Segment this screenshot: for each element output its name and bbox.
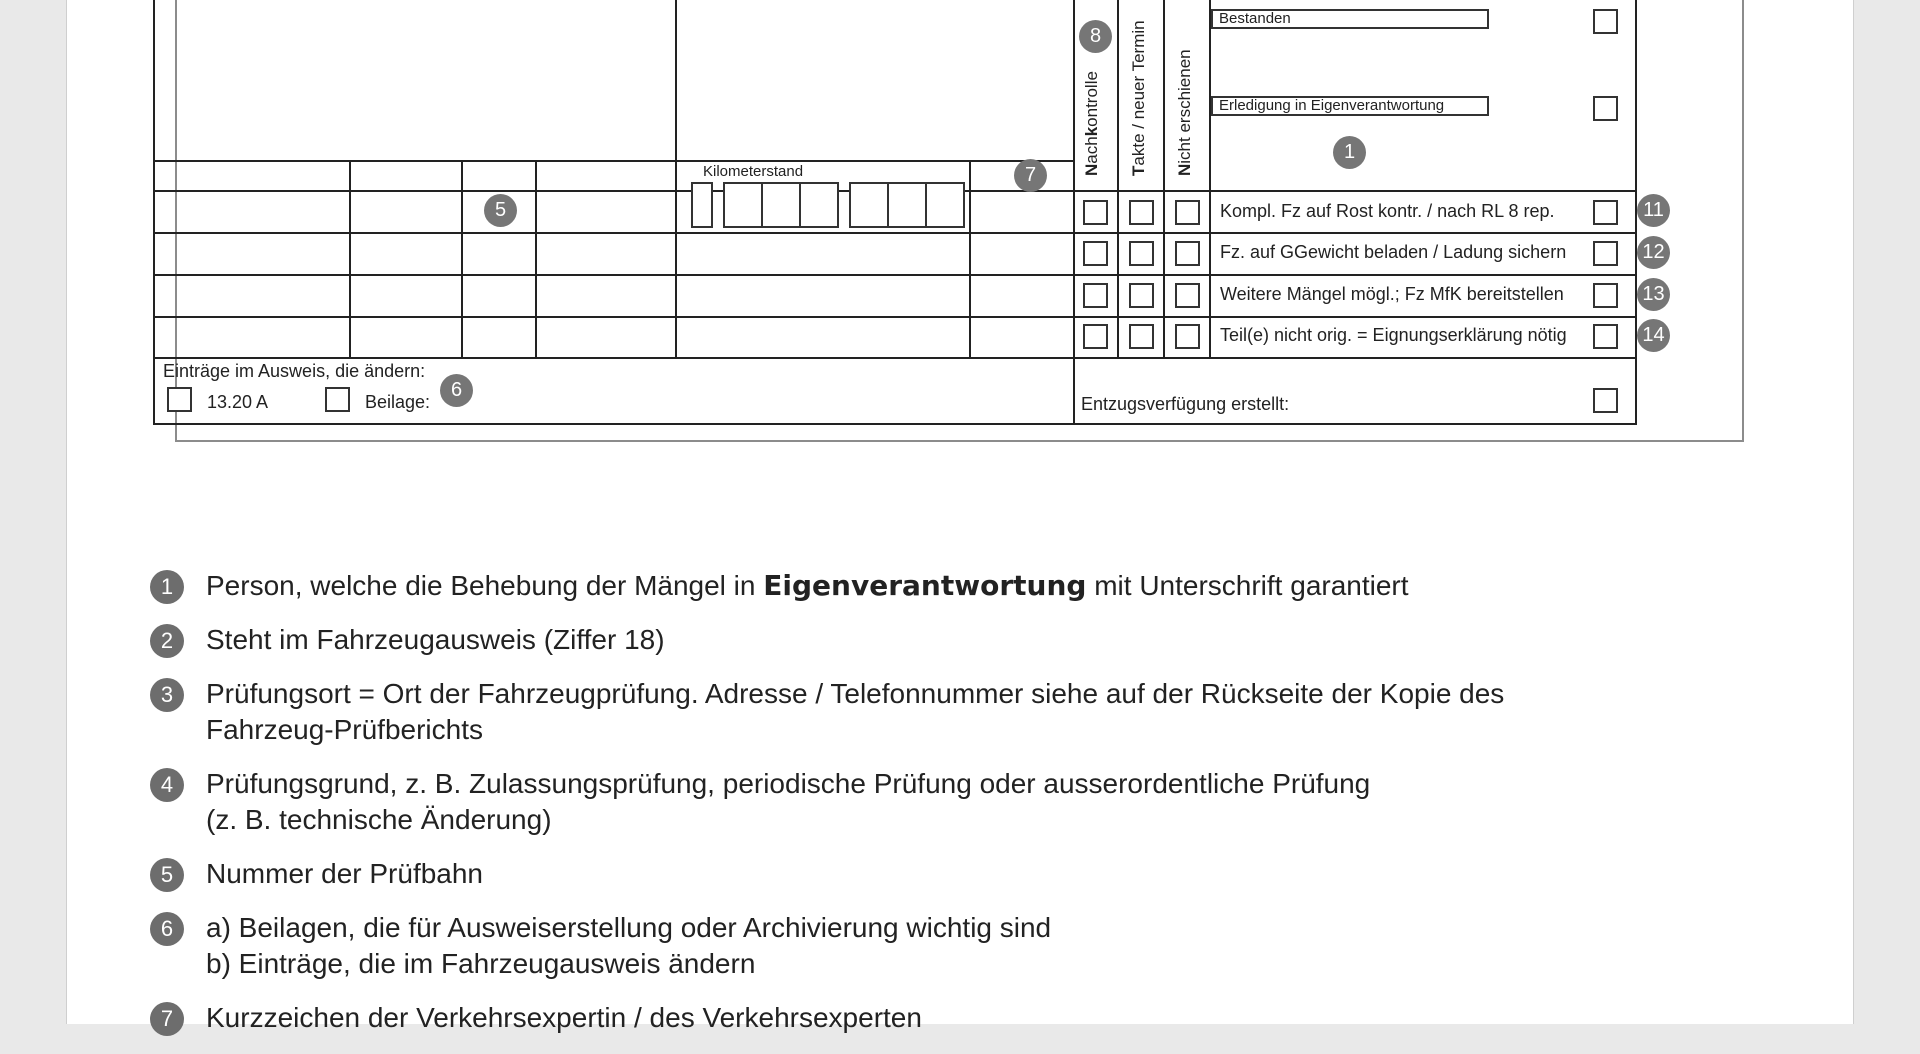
header-takte-neuer-termin: Takte / neuer Termin [1129,20,1148,176]
legend-text: Prüfungsgrund, z. B. Zulassungsprüfung, periodische Prüfung oder ausserordentliche Prüfung [206,768,1371,799]
grid-line [153,316,1637,318]
legend-number: 2 [150,624,184,658]
legend-item [150,910,1650,982]
beilage-checkbox[interactable] [325,387,350,412]
takte-checkbox[interactable] [1129,241,1154,266]
grid-line [153,0,155,425]
entzug-label: Entzugsverfügung erstellt: [1081,394,1290,414]
legend-text: b) Einträge, die im Fahrzeugausweis ändern [206,948,756,979]
grid-line [535,160,537,357]
grid-line [1117,0,1119,357]
label-bestanden: Bestanden [1211,9,1489,29]
legend-number: 1 [150,570,184,604]
grid-line [349,160,351,357]
legend-text: Fahrzeug-Prüfberichts [206,714,484,745]
legend-list [150,568,1650,1054]
km-digit-box[interactable] [723,182,763,228]
marker-12: 12 [1637,236,1670,269]
row-label: Teil(e) nicht orig. = Eignungserklärung nötig [1220,325,1567,345]
row-checkbox[interactable] [1593,241,1618,266]
marker-6: 6 [440,374,473,407]
legend-text: (z. B. technische Änderung) [206,804,552,835]
km-digit-box[interactable] [887,182,927,228]
option-13-20-a-checkbox[interactable] [167,387,192,412]
grid-line [969,160,971,357]
km-digit-box[interactable] [761,182,801,228]
nachkontrolle-checkbox[interactable] [1083,241,1108,266]
nicht-erschienen-checkbox[interactable] [1175,283,1200,308]
legend-item [150,1000,1650,1036]
km-digit-box[interactable] [925,182,965,228]
marker-5: 5 [484,194,517,227]
legend-number: 3 [150,678,184,712]
legend-item [150,568,1650,604]
ausweis-title: Einträge im Ausweis, die ändern: [163,361,426,381]
km-digit-box[interactable] [799,182,839,228]
grid-line [153,423,1637,425]
option-13-20-a-label: 13.20 A [207,392,269,412]
kilometerstand-label: Kilometerstand [703,163,804,180]
marker-14: 14 [1637,319,1670,352]
bestanden-checkbox[interactable] [1593,9,1618,34]
grid-line [1163,0,1165,357]
marker-8: 8 [1079,20,1112,53]
header-nachkontrolle: Nachkontrolle [1082,71,1101,176]
legend-item [150,856,1650,892]
marker-1: 1 [1333,136,1366,169]
legend-text: a) Beilagen, die für Ausweiserstellung oder Archivierung wichtig sind [206,912,1052,943]
legend-text: Prüfungsort = Ort der Fahrzeugprüfung. Adresse / Telefonnummer siehe auf der Rückseite der Kopie des [206,678,1505,709]
km-digit-box[interactable] [691,182,713,228]
legend-number: 6 [150,912,184,946]
nachkontrolle-checkbox[interactable] [1083,324,1108,349]
takte-checkbox[interactable] [1129,324,1154,349]
legend-item [150,622,1650,658]
legend-text: mit Unterschrift garantiert [1086,570,1409,601]
label-eigenverantwortung: Erledigung in Eigenverantwortung [1211,96,1489,116]
grid-line [153,232,1637,234]
eigenverantwortung-checkbox[interactable] [1593,96,1618,121]
header-nicht-erschienen: Nicht erschienen [1175,49,1194,176]
grid-line [1209,0,1211,357]
legend-text: Steht im Fahrzeugausweis (Ziffer 18) [206,624,665,655]
legend-text: Nummer der Prüfbahn [206,858,484,889]
grid-line [675,0,677,357]
km-digit-box[interactable] [849,182,889,228]
legend-number: 7 [150,1002,184,1036]
takte-checkbox[interactable] [1129,200,1154,225]
marker-13: 13 [1637,278,1670,311]
grid-line [461,160,463,357]
legend-item [150,676,1650,748]
grid-line [153,160,1073,162]
marker-11: 11 [1637,194,1670,227]
row-label: Weitere Mängel mögl.; Fz MfK bereitstellen [1220,284,1564,304]
legend-emphasis: Eigenverantwortung [763,569,1087,602]
beilage-label: Beilage: [365,392,431,412]
marker-7: 7 [1014,159,1047,192]
entzug-checkbox[interactable] [1593,388,1618,413]
nicht-erschienen-checkbox[interactable] [1175,200,1200,225]
legend-item [150,766,1650,838]
legend-text: Kurzzeichen der Verkehrsexpertin / des Verkehrsexperten [206,1002,922,1033]
grid-line [1073,0,1075,425]
nicht-erschienen-checkbox[interactable] [1175,324,1200,349]
row-checkbox[interactable] [1593,200,1618,225]
row-checkbox[interactable] [1593,324,1618,349]
grid-line [153,357,1637,359]
row-label: Kompl. Fz auf Rost kontr. / nach RL 8 rep. [1220,201,1555,221]
nachkontrolle-checkbox[interactable] [1083,283,1108,308]
takte-checkbox[interactable] [1129,283,1154,308]
nachkontrolle-checkbox[interactable] [1083,200,1108,225]
legend-text: Person, welche die Behebung der Mängel in [206,570,764,601]
legend-number: 4 [150,768,184,802]
row-label: Fz. auf GGewicht beladen / Ladung sichern [1220,242,1567,262]
grid-line [1073,190,1637,192]
nicht-erschienen-checkbox[interactable] [1175,241,1200,266]
legend-number: 5 [150,858,184,892]
row-checkbox[interactable] [1593,283,1618,308]
grid-line [153,274,1637,276]
